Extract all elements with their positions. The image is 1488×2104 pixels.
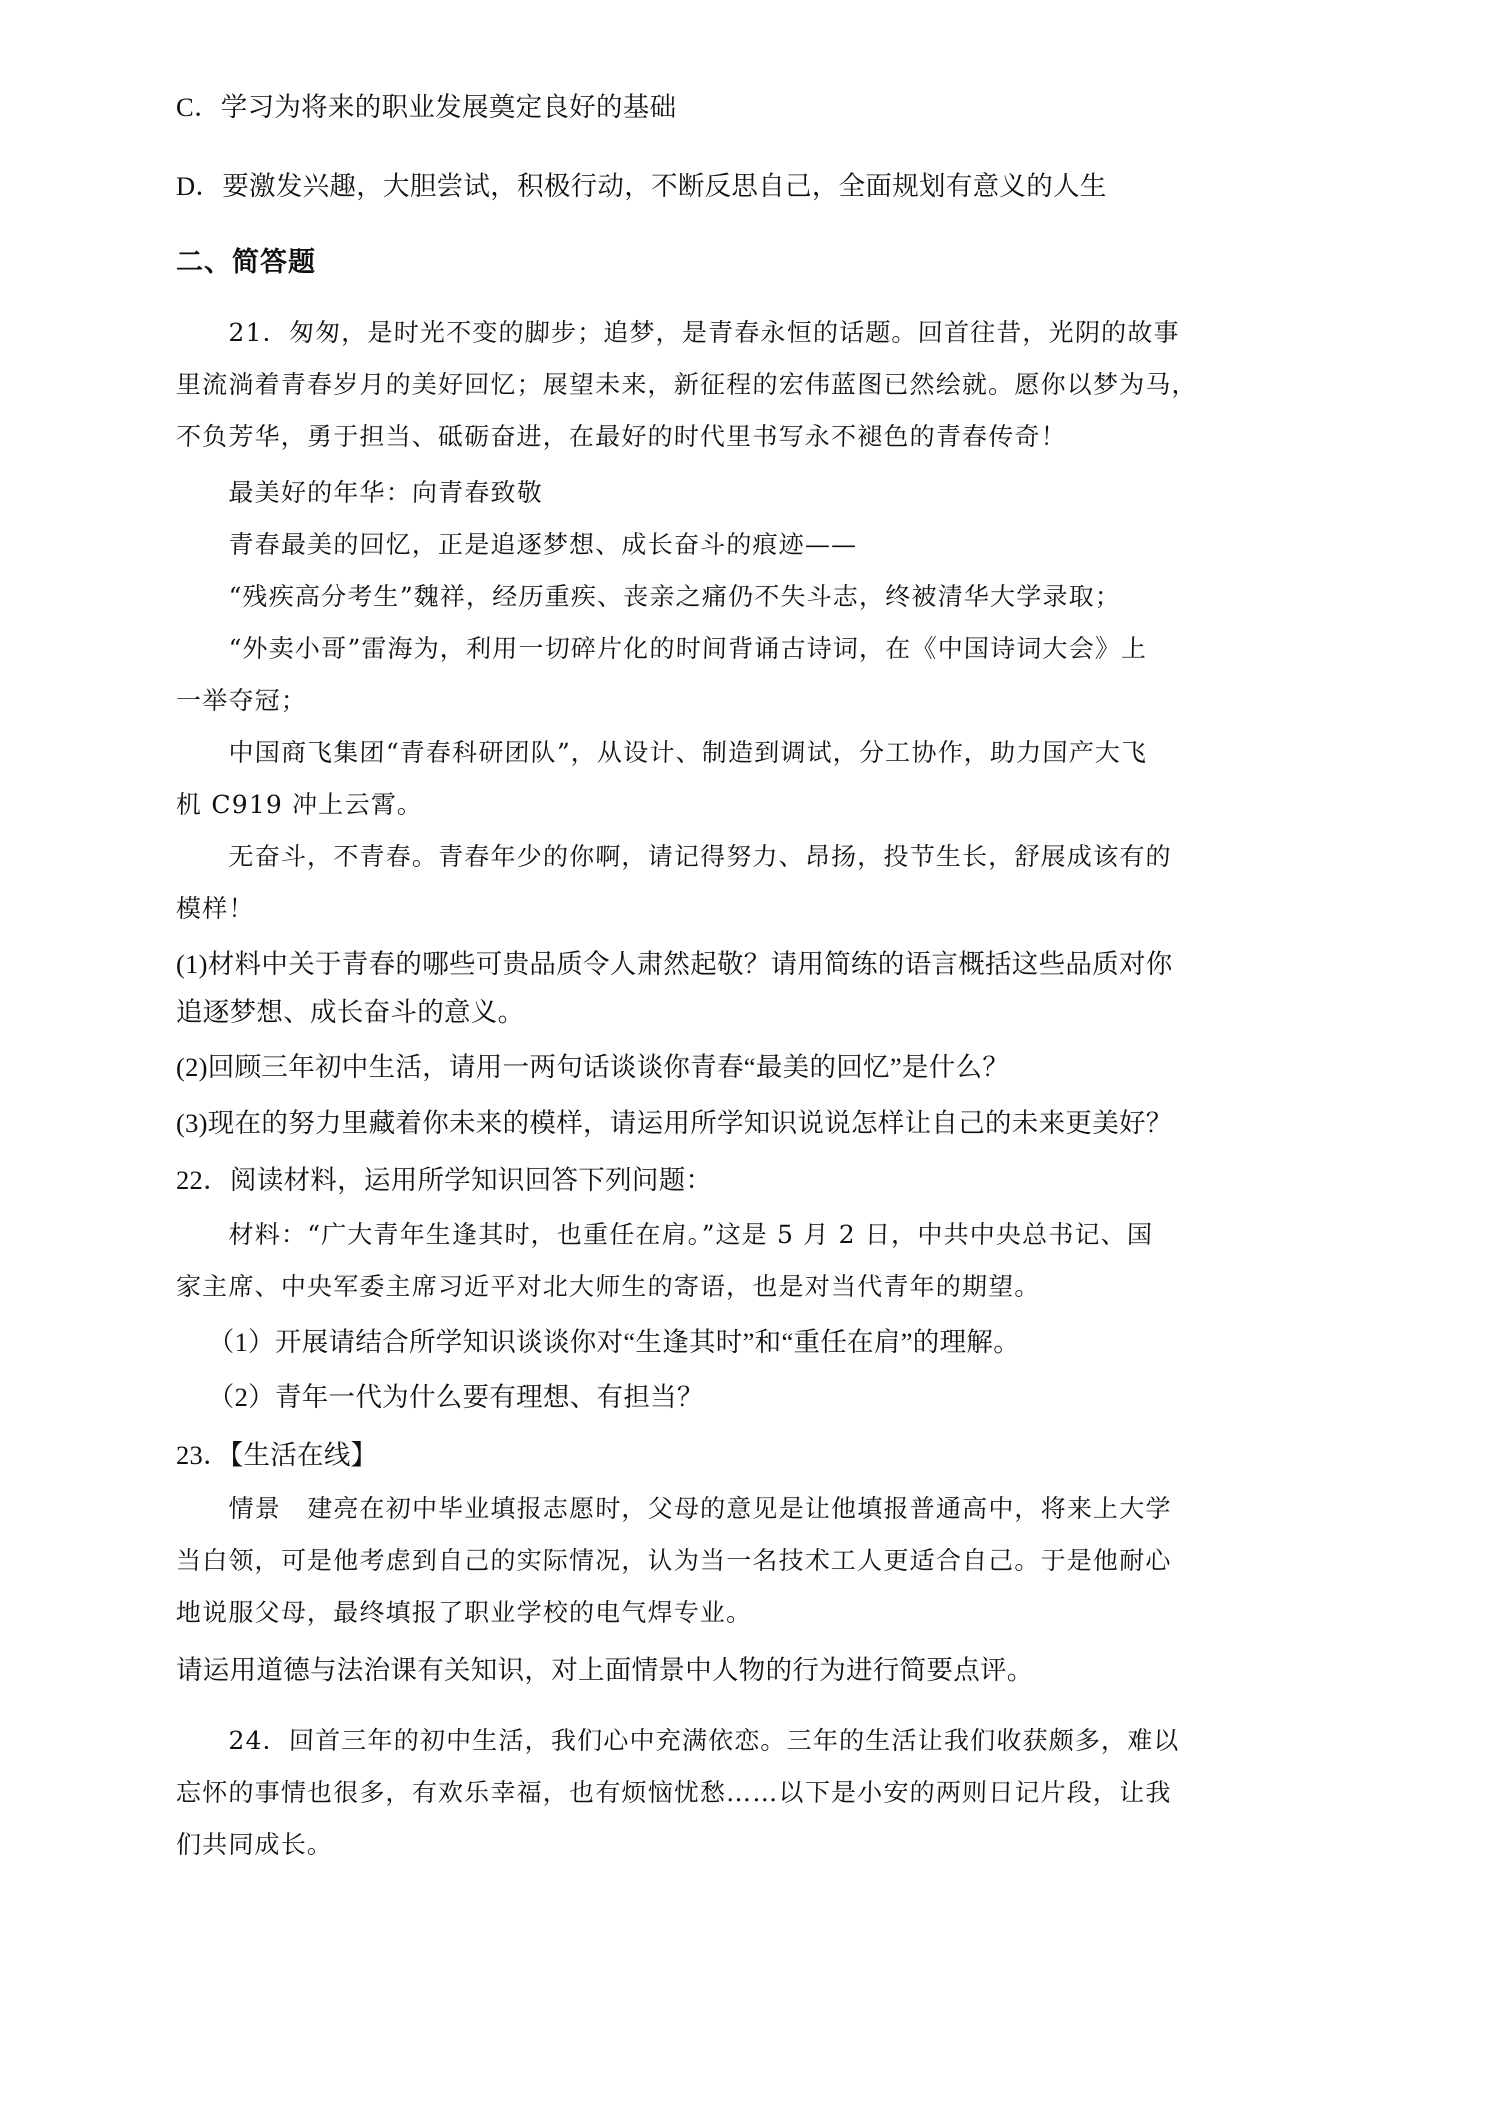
q21-material-case-2-cont: 一举夺冠； xyxy=(175,686,308,715)
q22-material-cont: 家主席、中央军委主席习近平对北大师生的寄语，也是对当代青年的期望。 xyxy=(175,1271,1042,1301)
q21-sub-3 xyxy=(176,1100,1312,1148)
q23-title: 23．【生活在线】 xyxy=(176,1439,378,1470)
q21-stem-line-1: 21．匆匆，是时光不变的脚步；追梦，是青春永恒的话题。回首往昔，光阴的故事 xyxy=(228,318,1181,347)
q23-closing: 请运用道德与法治课有关知识，对上面情景中人物的行为进行简要点评。 xyxy=(176,1655,1034,1685)
question-23 xyxy=(176,1432,1312,1695)
q21-material-closing-cont: 模样！ xyxy=(175,894,256,923)
q21-material-case-3-cont: 机 C919 冲上云霄。 xyxy=(175,790,424,819)
q21-material-closing-first: 无奋斗，不青春。青春年少的你啊，请记得努力、昂扬，投节生长，舒展成该有的 xyxy=(228,842,1173,871)
q21-sub-3-line-1: (3)现在的努力里藏着你未来的模样，请运用所学知识说说怎样让自己的未来更美好？ xyxy=(176,1107,1173,1138)
q23-material-line-3: 地说服父母，最终填报了职业学校的电气焊专业。 xyxy=(175,1598,753,1627)
option-d: D．要激发兴趣，大胆尝试，积极行动，不断反思自己，全面规划有意义的人生 xyxy=(176,170,1107,201)
q21-sub-1-line-1: (1)材料中关于青春的哪些可贵品质令人肃然起敬？请用简练的语言概括这些品质对你 xyxy=(176,949,1173,979)
q21-sub-1-line-2: 追逐梦想、成长奋斗的意义。 xyxy=(176,996,525,1027)
q21-material-case-1: “残疾高分考生”魏祥，经历重疾、丧亲之痛仍不失斗志，终被清华大学录取； xyxy=(228,582,1122,611)
q22-sub-1 xyxy=(176,1319,1312,1367)
q23-material-line-1: 情景 建亮在初中毕业填报志愿时，父母的意见是让他填报普通高中，将来上大学 xyxy=(228,1494,1173,1523)
q21-sub-1 xyxy=(176,941,1312,1036)
q24-line-3: 们共同成长。 xyxy=(175,1829,334,1859)
q24-line-1: 24．回首三年的初中生活，我们心中充满依恋。三年的生活让我们收获颇多，难以 xyxy=(228,1725,1181,1755)
q21-material-case-2-first: “外卖小哥”雷海为，利用一切碎片化的时间背诵古诗词，在《中国诗词大会》上 xyxy=(228,634,1148,663)
q22-sub-2 xyxy=(176,1374,1312,1422)
q21-stem-line-2: 里流淌着青春岁月的美好回忆；展望未来，新征程的宏伟蓝图已然绘就。愿你以梦为马， xyxy=(175,370,1199,399)
section-heading: 二、简答题 xyxy=(176,247,316,277)
q21-stem-line-3: 不负芳华，勇于担当、砥砺奋进，在最好的时代里书写永不褪色的青春传奇！ xyxy=(175,422,1068,451)
q21-sub-2 xyxy=(176,1044,1312,1092)
q21-material-case-3-first: 中国商飞集团“青春科研团队”，从设计、制造到调试，分工协作，助力国产大飞 xyxy=(228,738,1148,767)
q23-material-line-2: 当白领，可是他考虑到自己的实际情况，认为当一名技术工人更适合自己。于是他耐心 xyxy=(175,1546,1173,1575)
q21-material-lead: 青春最美的回忆，正是追逐梦想、成长奋斗的痕迹—— xyxy=(228,530,858,559)
q24-line-2: 忘怀的事情也很多，有欢乐幸福，也有烦恼忧愁……以下是小安的两则日记片段，让我 xyxy=(175,1777,1173,1807)
option-c: C．学习为将来的职业发展奠定良好的基础 xyxy=(176,92,677,122)
option-list xyxy=(176,84,1312,210)
question-21 xyxy=(176,309,1312,1147)
question-24 xyxy=(176,1717,1312,1869)
q22-sub-1-line-1: （1）开展请结合所学知识谈谈你对“生逢其时”和“重任在肩”的理解。 xyxy=(207,1326,1020,1357)
q22-material-first: 材料：“广大青年生逢其时，也重任在肩。”这是 5 月 2 日，中共中央总书记、国 xyxy=(228,1219,1154,1249)
q21-material-title: 最美好的年华：向青春致敬 xyxy=(228,478,544,507)
q21-sub-2-line-1: (2)回顾三年初中生活，请用一两句话谈谈你青春“最美的回忆”是什么？ xyxy=(176,1052,1010,1082)
q22-sub-2-line-1: （2）青年一代为什么要有理想、有担当？ xyxy=(207,1382,704,1412)
question-22 xyxy=(176,1157,1312,1422)
q22-stem: 22．阅读材料，运用所学知识回答下列问题： xyxy=(176,1165,713,1195)
